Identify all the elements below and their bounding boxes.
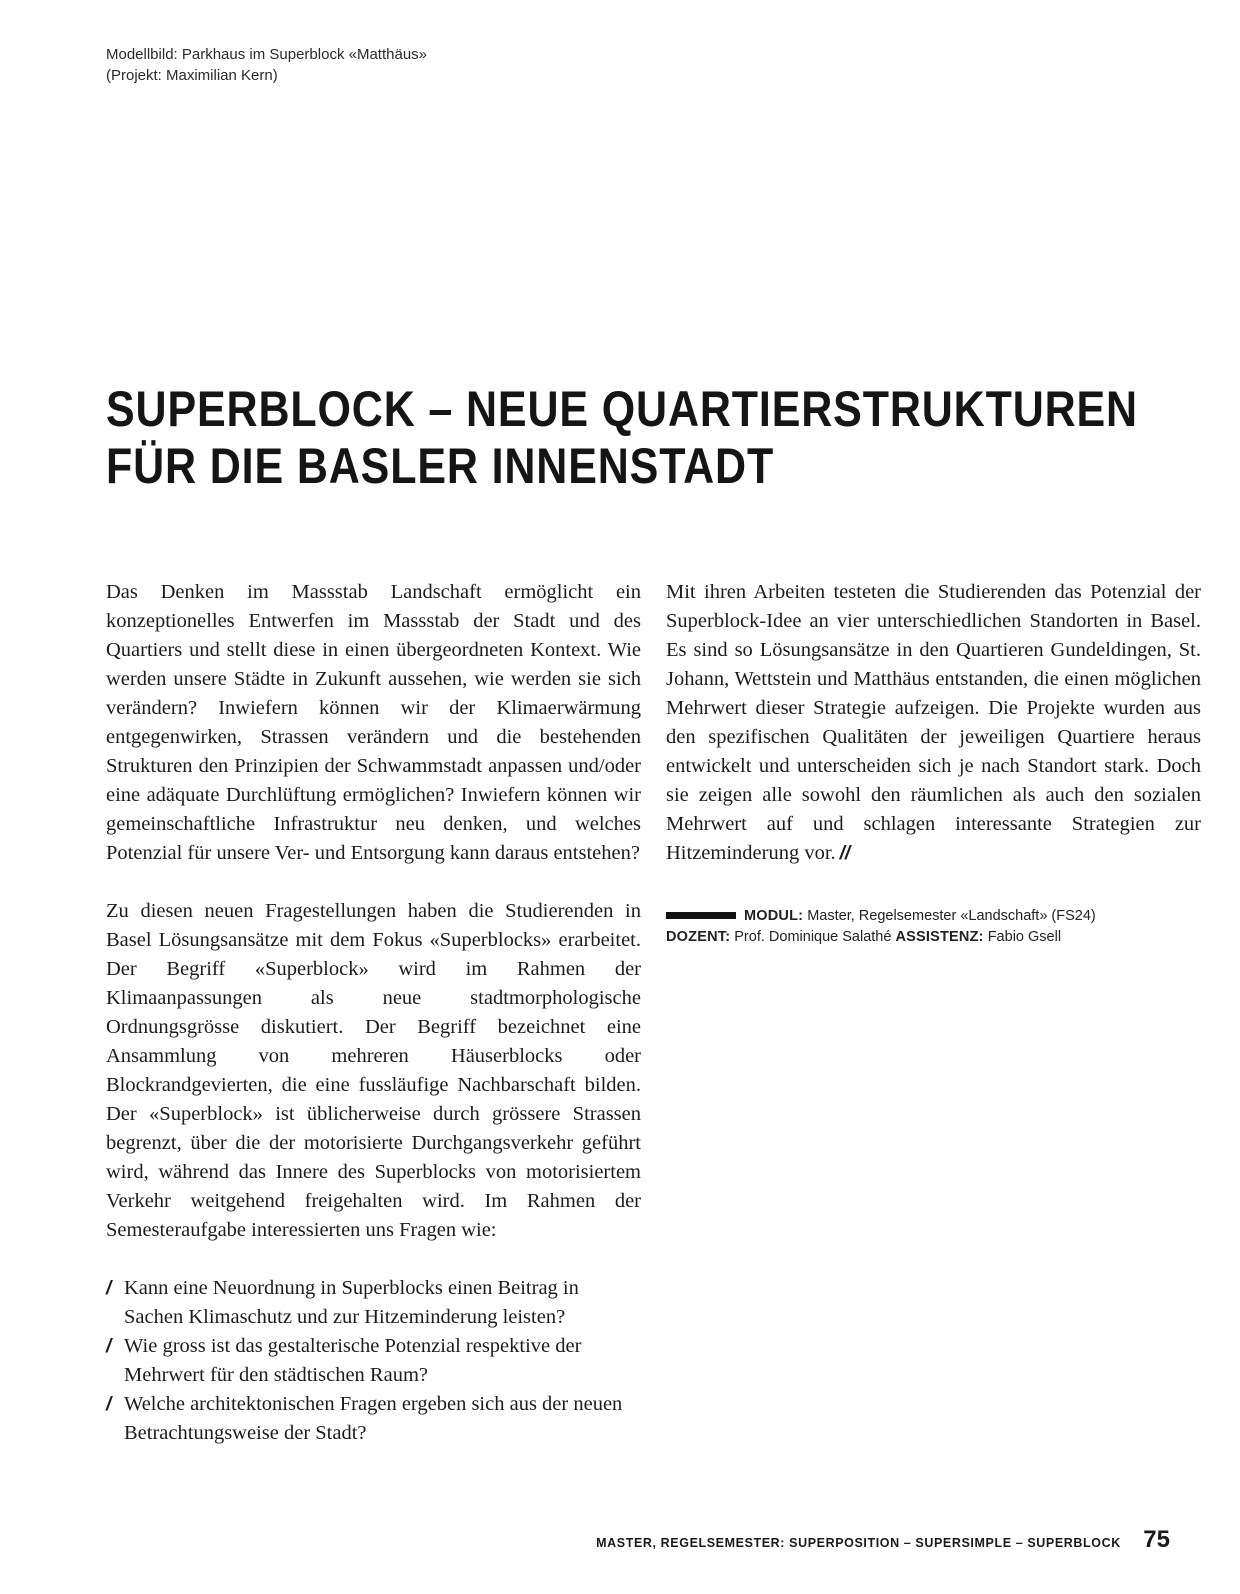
right-text-column xyxy=(666,578,1201,868)
results-paragraph xyxy=(666,578,1201,868)
question-text: Welche architektonischen Fragen ergeben sich aus der neuen Betrachtungsweise der Stadt? xyxy=(124,1393,623,1444)
caption-line-1: Modellbild: Parkhaus im Superblock «Matthäus» xyxy=(106,46,427,63)
question-text: Kann eine Neuordnung in Superblocks einen Beitrag in Sachen Klimaschutz und zur Hitzeminderung leisten? xyxy=(124,1277,579,1328)
page-number: 75 xyxy=(1143,1526,1170,1553)
results-text: Mit ihren Arbeiten testeten die Studierenden das Potenzial der Superblock-Idee an vier unterschiedlichen Standorten in Basel. Es sind so Lösungsansätze in den Quartieren Gundeldingen, St. Johann, Wettstein und Matthäus entstanden, die einen möglichen Mehrwert dieser Strategie aufzeigen. Die Projekte wurden aus den spezifischen Qualitäten der jeweiligen Quartiere heraus entwickelt und unterscheiden sich je nach Standort stark. Doch sie zeigen alle sowohl den räumlichen als auch den sozialen Mehrwert auf und schlagen interessante Strategien zur Hitzeminderung vor. xyxy=(666,581,1201,864)
running-head: MASTER, REGELSEMESTER: SUPERPOSITION – SUPERSIMPLE – SUPERBLOCK xyxy=(596,1536,1121,1550)
list-item xyxy=(106,1390,641,1448)
title-line-1: SUPERBLOCK – NEUE QUARTIERSTRUKTUREN xyxy=(106,381,1138,437)
question-list xyxy=(106,1274,641,1448)
page-title xyxy=(106,381,1138,495)
question-text: Wie gross ist das gestalterische Potenzial respektive der Mehrwert für den städtischen Raum? xyxy=(124,1335,582,1386)
modul-line xyxy=(666,906,1096,927)
end-mark-icon: // xyxy=(839,843,851,864)
assistenz-value: Fabio Gsell xyxy=(987,929,1062,945)
caption-line-2: (Projekt: Maximilian Kern) xyxy=(106,67,278,84)
slash-bullet-icon: / xyxy=(106,1278,112,1299)
list-item xyxy=(106,1332,641,1390)
intro-paragraph: Das Denken im Massstab Landschaft ermöglicht ein konzeptionelles Entwerfen im Massstab der Stadt und des Quartiers und stellt diese in einen übergeordneten Kontext. Wie werden unsere Städte in Zukunft aussehen, wie werden sie sich verändern? Inwiefern können wir der Klimaerwärmung entgegenwirken, Strassen verändern und die bestehenden Strukturen den Prinzipien der Schwammstadt anpassen und/oder eine adäquate Durchlüftung ermöglichen? Inwiefern können wir gemeinschaftliche Infrastruktur neu denken, und welches Potenzial für unsere Ver- und Entsorgung kann daraus entstehen? xyxy=(106,581,641,864)
slash-bullet-icon: / xyxy=(106,1336,112,1357)
list-item xyxy=(106,1274,641,1332)
modul-value: Master, Regelsemester «Landschaft» (FS24) xyxy=(807,908,1096,924)
page-footer xyxy=(596,1526,1170,1554)
image-caption xyxy=(106,44,427,86)
modul-label: MODUL: xyxy=(744,908,804,924)
course-credits xyxy=(666,906,1096,948)
slash-bullet-icon: / xyxy=(106,1394,112,1415)
dozent-value: Prof. Dominique Salathé xyxy=(734,929,892,945)
staff-line xyxy=(666,927,1096,948)
superblock-paragraph: Zu diesen neuen Fragestellungen haben die Studierenden in Basel Lösungsansätze mit dem Fokus «Superblocks» erarbeitet. Der Begriff «Superblock» wird im Rahmen der Klimaanpassungen als neue stadtmorphologische Ordnungsgrösse diskutiert. Der Begriff bezeichnet eine Ansammlung von mehreren Häuserblocks oder Blockrandgevierten, die eine fussläufige Nachbarschaft bilden. Der «Superblock» ist üblicherweise durch grössere Strassen begrenzt, über die der motorisierte Durchgangsverkehr geführt wird, während das Innere des Superblocks von motorisiertem Verkehr weitgehend freigehalten wird. Im Rahmen der Semesteraufgabe interessierten uns Fragen wie: xyxy=(106,900,641,1241)
left-text-column xyxy=(106,578,641,1448)
assistenz-label: ASSISTENZ: xyxy=(895,929,984,945)
credit-bar-divider xyxy=(666,912,736,919)
dozent-label: DOZENT: xyxy=(666,929,731,945)
title-line-2: FÜR DIE BASLER INNENSTADT xyxy=(106,438,775,494)
